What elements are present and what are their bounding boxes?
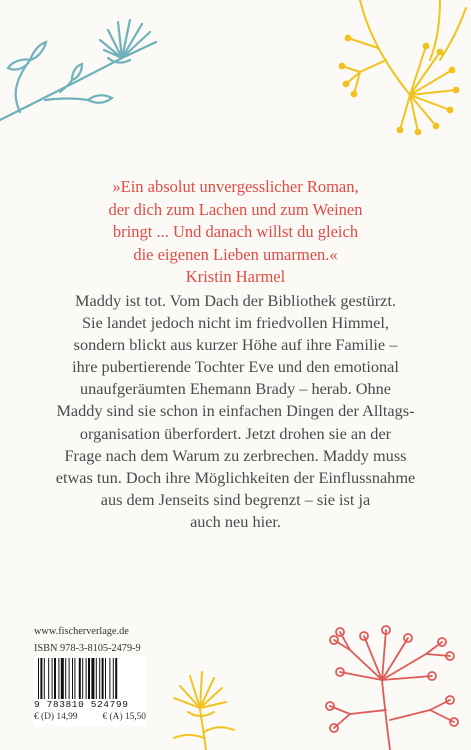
- barcode-bar: [48, 658, 49, 700]
- barcode-bar: [44, 658, 45, 700]
- barcode-digits: 9 783810 524799: [34, 699, 146, 710]
- barcode-bar: [72, 658, 73, 700]
- price-austria: € (A) 15,50: [102, 712, 146, 722]
- blurb-line: Frage nach dem Warum zu zerbrechen. Maddy muss: [64, 445, 407, 465]
- barcode-bar: [82, 658, 83, 700]
- barcode-bar: [40, 658, 42, 700]
- blurb-line: etwas tun. Doch ihre Möglichkeiten der Einflussnahme: [55, 467, 416, 487]
- barcode-bar: [109, 658, 110, 700]
- barcode-bar: [91, 658, 94, 700]
- barcode-bar: [69, 658, 70, 700]
- blurb-line: organisation überfordert. Jetzt drohen sie an der: [79, 423, 392, 443]
- barcode-bar: [79, 658, 81, 700]
- blurb-line: Maddy ist tot. Vom Dach der Bibliothek gestürzt.: [75, 291, 396, 310]
- quote-line: die eigenen Lieben umarmen.«: [133, 244, 338, 264]
- barcode: [34, 656, 146, 702]
- blurb-line: auch neu hier.: [190, 511, 281, 531]
- barcode-bar: [99, 658, 100, 700]
- barcode-bar: [96, 658, 97, 700]
- yellow-umbel-flower-icon: [290, 0, 471, 140]
- blue-flower-sprig-icon: [0, 0, 175, 125]
- barcode-bar: [52, 658, 53, 700]
- barcode-bar: [115, 658, 117, 700]
- barcode-bar: [113, 658, 114, 700]
- quote-author: Kristin Harmel: [185, 267, 286, 287]
- book-blurb: [0, 290, 471, 533]
- blurb-line: Maddy sind sie schon in einfachen Dingen der Alltags-: [56, 401, 415, 421]
- blurb-line: aus dem Jenseits sind begrenzt – sie ist ja: [100, 489, 371, 509]
- review-quote: [0, 176, 471, 289]
- barcode-bar: [105, 658, 106, 700]
- blurb-line: unaufgeräumten Ehemann Brady – herab. Ohne: [79, 379, 392, 399]
- isbn-number: ISBN 978-3-8105-2479-9: [34, 642, 141, 654]
- publisher-website: www.fischerverlage.de: [34, 626, 129, 637]
- quote-line: der dich zum Lachen und zum Weinen: [108, 199, 363, 219]
- publisher-info: [34, 624, 141, 657]
- barcode-bar: [86, 658, 87, 700]
- yellow-small-flower-icon: [160, 668, 250, 750]
- barcode-bar: [54, 658, 56, 700]
- barcode-bar: [61, 658, 64, 700]
- blurb-line: sondern blickt aus kurzer Höhe auf ihre Familie –: [73, 335, 398, 355]
- quote-line: bringt ... Und danach willst du gleich: [112, 222, 359, 242]
- barcode-bar: [58, 658, 59, 700]
- price-row: [34, 712, 146, 722]
- barcode-bar: [38, 658, 39, 700]
- barcode-bar: [74, 658, 75, 700]
- blurb-line: ihre pubertierende Tochter Eve und den emotional: [72, 357, 399, 377]
- blurb-line: Sie landet jedoch nicht im friedvollen Himmel,: [81, 313, 389, 333]
- barcode-bar: [65, 658, 66, 700]
- barcode-bar: [88, 658, 90, 700]
- quote-line: »Ein absolut unvergesslicher Roman,: [112, 177, 359, 196]
- price-germany: € (D) 14,99: [34, 712, 78, 722]
- barcode-bar: [102, 658, 104, 700]
- red-umbel-flower-icon: [290, 610, 471, 750]
